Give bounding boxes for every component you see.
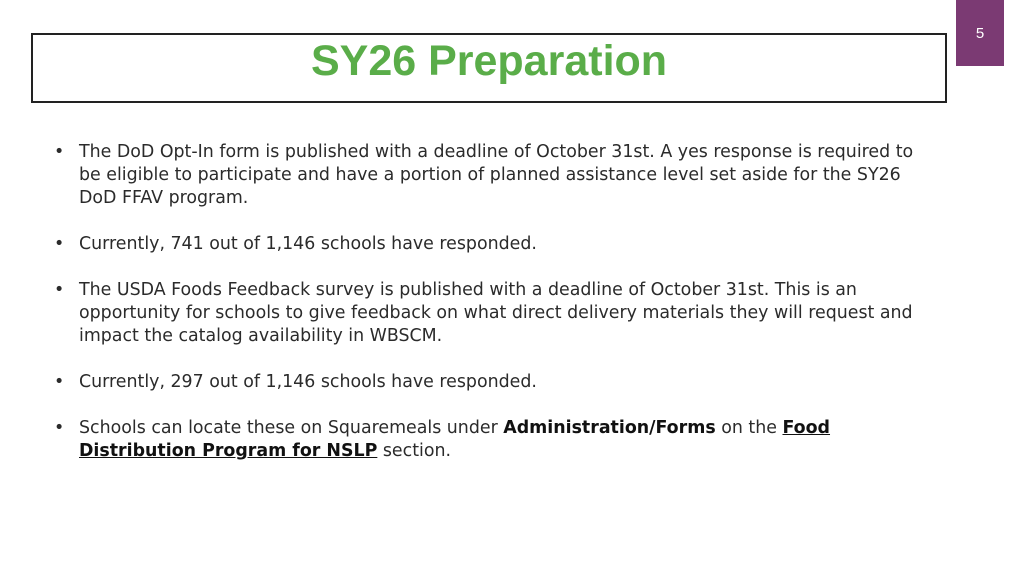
bullet-item — [54, 233, 934, 256]
bullet-text: Currently, 297 out of 1,146 schools have responded. — [79, 372, 537, 392]
bullet-marker: • — [54, 234, 65, 254]
bullet-text: The DoD Opt-In form is published with a deadline of October 31st. A yes response is required to be eligible to participate and have a portion of planned assistance level set aside for the SY26 DoD FFAV program. — [79, 142, 914, 208]
page-number: 5 — [975, 24, 985, 42]
bullet-text — [79, 417, 934, 463]
bullet-text-end: section. — [377, 441, 452, 461]
bullet-marker: • — [54, 142, 65, 162]
bullet-list — [54, 141, 934, 463]
bullet-item — [54, 279, 934, 348]
page-number-badge — [956, 0, 1004, 66]
bullet-marker: • — [54, 372, 65, 392]
bullet-text: The USDA Foods Feedback survey is published with a deadline of October 31st. This is an opportunity for schools to give feedback on what direct delivery materials they will request and impact the catalog availability in WBSCM. — [79, 280, 913, 346]
food-distribution-link[interactable]: Food Distribution Program for NSLP — [79, 418, 831, 461]
bullet-text-middle: on the — [715, 418, 783, 438]
bullet-text: Currently, 741 out of 1,146 schools have responded. — [79, 234, 537, 254]
bullet-marker: • — [54, 418, 65, 438]
forms-location: Administration/Forms — [503, 418, 716, 438]
slide-title: SY26 Preparation — [310, 36, 668, 85]
bullet-item — [54, 371, 934, 394]
bullet-item — [54, 141, 934, 210]
bullet-text-intro: Schools can locate these on Squaremeals under — [79, 418, 504, 438]
bullet-item — [54, 417, 934, 463]
title-box — [31, 33, 947, 103]
bullet-marker: • — [54, 280, 65, 300]
